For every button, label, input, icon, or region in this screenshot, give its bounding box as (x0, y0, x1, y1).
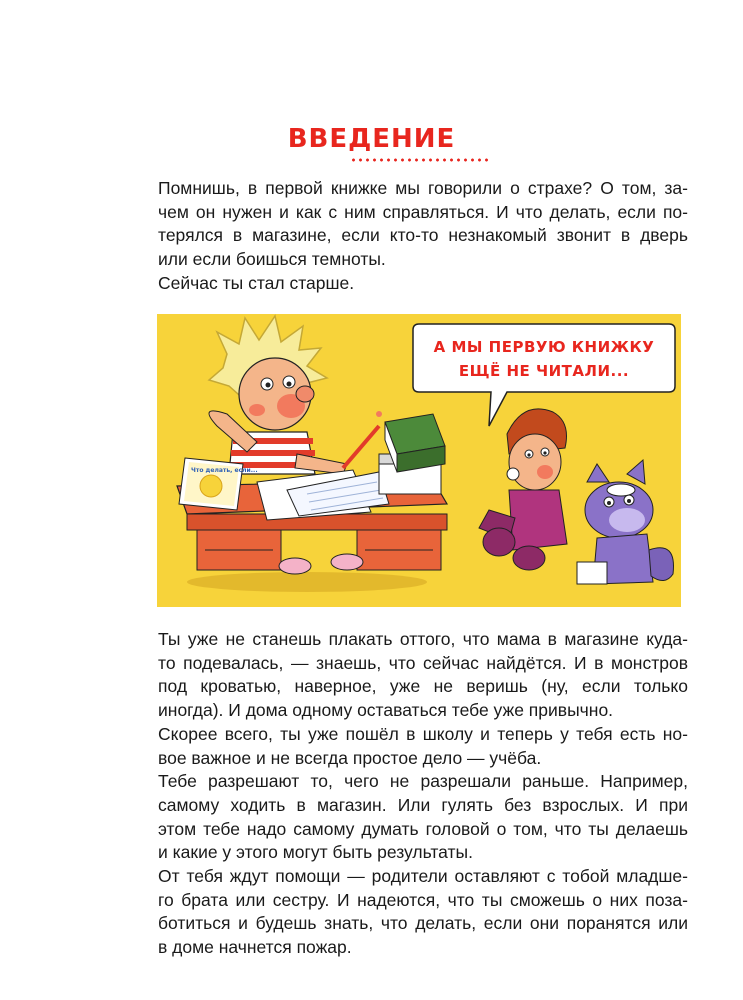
intro-paragraph (158, 177, 688, 296)
text-line: Помнишь, в первой книжке мы говорили о страхе? О том, за- (158, 178, 688, 198)
body-paragraph (158, 628, 688, 960)
text-line: или если боишься темноты. (158, 249, 386, 270)
boy-character (209, 316, 382, 474)
text-line: вое важное и не всегда простое дело — учёба. (158, 747, 542, 768)
text-line: самому ходить в магазин. Или гулять без взрослых. И при (158, 794, 688, 815)
text-line: Сейчас ты стал старше. (158, 272, 355, 293)
text-line: и какие у этого могут быть результаты. (158, 842, 473, 863)
purple-cat-toy (577, 460, 674, 584)
text-line: От тебя ждут помощи — родители оставляют с тобой младше- (158, 866, 688, 887)
bubble-line-2: ЕЩЁ НЕ ЧИТАЛИ... (458, 362, 630, 380)
text-line: терялся в магазине, если кто-то незнакомый звонит в дверь (158, 225, 688, 246)
text-line: Ты уже не станешь плакать оттого, что мама в магазине куда- (158, 629, 688, 649)
text-line: то подевалась, — знаешь, что сейчас найдётся. И в монстров (158, 652, 688, 673)
book-stack (379, 414, 445, 494)
book-cover-title: Что делать, если... (191, 467, 258, 474)
illustration (157, 314, 681, 607)
text-line: иногда). И дома одному оставаться тебе уже привычно. (158, 700, 614, 721)
toddler-character (479, 409, 567, 570)
text-line: Скорее всего, ты уже пошёл в школу и теперь у тебя есть но- (158, 723, 688, 744)
page-title: ВВЕДЕНИЕ (287, 124, 456, 154)
bubble-line-1: А МЫ ПЕРВУЮ КНИЖКУ (433, 338, 655, 356)
text-line: под кроватью, наверное, уже не веришь (ну, если только (158, 676, 688, 697)
text-line: го брата или сестру. И надеются, что ты сможешь о них поза- (158, 889, 688, 910)
text-line: чем он нужен и как с ним справляться. И что делать, если по- (158, 201, 688, 222)
text-line: Тебе разрешают то, чего не разрешали раньше. Например, (158, 771, 688, 792)
text-line: в доме начнется пожар. (158, 937, 352, 958)
title-dotted-underline (350, 158, 490, 162)
text-line: этом тебе надо самому думать головой о том, что ты делаешь (158, 818, 688, 839)
text-line: ботиться и будешь знать, что делать, если они поранятся или (158, 913, 688, 934)
paper-sheets (257, 470, 389, 520)
